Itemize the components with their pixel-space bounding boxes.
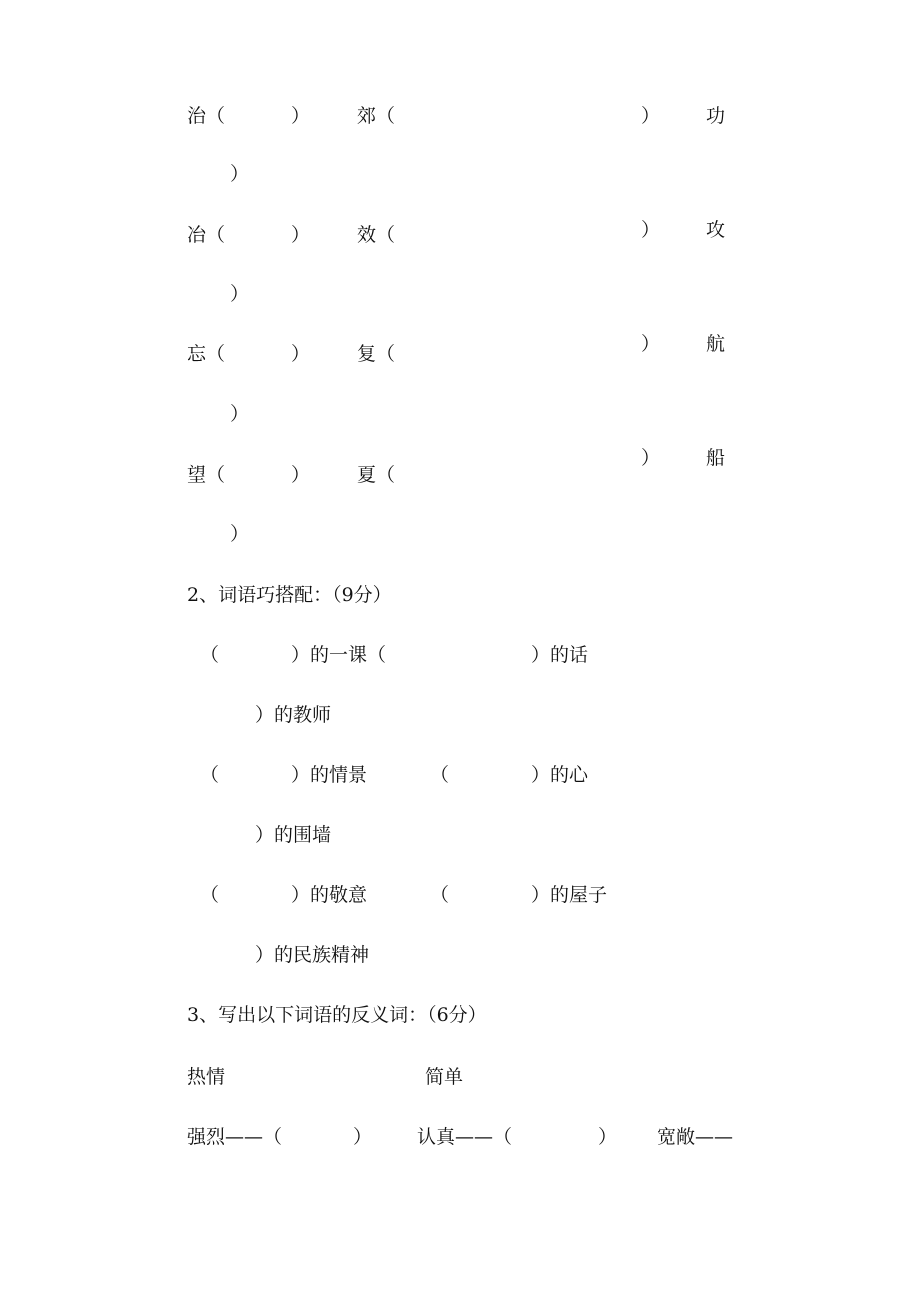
blank-open: （ — [200, 644, 220, 666]
phrase-minzu: ）的民族精神 — [255, 944, 370, 966]
blank-close: ） — [291, 343, 311, 365]
blank-close: ） — [230, 283, 250, 305]
phrase-qingjing: ）的情景 — [291, 764, 368, 786]
blank-close: ） — [230, 403, 250, 425]
char-hang: 航 — [706, 333, 726, 355]
blank-close: ） — [641, 333, 661, 355]
blank-open: （ — [430, 884, 450, 906]
word-jiandan: 简单 — [425, 1066, 464, 1088]
word-qianglie: 强烈——（ — [187, 1126, 283, 1148]
char-gong: 功 — [706, 105, 726, 127]
blank-close: ） — [291, 224, 311, 246]
phrase-weiqiang: ）的围墙 — [255, 824, 332, 846]
char-gong2: 攻 — [706, 219, 726, 241]
blank-close: ） — [291, 464, 311, 486]
blank-close: ） — [353, 1126, 373, 1148]
char-zhi-blank: 治（ — [187, 105, 226, 127]
char-xiao-blank: 效（ — [357, 224, 396, 246]
phrase-wuzi: ）的屋子 — [531, 884, 608, 906]
blank-close: ） — [641, 105, 661, 127]
char-xia-blank: 夏（ — [357, 464, 396, 486]
char-ye-blank: 冶（ — [187, 224, 226, 246]
char-jiao-blank: 郊（ — [357, 105, 396, 127]
char-fu-blank: 复（ — [357, 343, 396, 365]
char-chuan: 船 — [706, 447, 726, 469]
blank-close: ） — [291, 105, 311, 127]
phrase-jingyi: ）的敬意 — [291, 884, 368, 906]
blank-close: ） — [230, 163, 250, 185]
word-reqing: 热情 — [187, 1066, 226, 1088]
char-wang2-blank: 望（ — [187, 464, 226, 486]
word-renzhen: 认真——（ — [417, 1126, 513, 1148]
section2-heading: 2、词语巧搭配：（9分） — [187, 584, 392, 606]
blank-open: （ — [200, 884, 220, 906]
section3-heading: 3、写出以下词语的反义词：（6分） — [187, 1004, 487, 1026]
blank-close: ） — [598, 1126, 618, 1148]
phrase-yike: ）的一课（ — [291, 644, 387, 666]
phrase-jiaoshi: ）的教师 — [255, 704, 332, 726]
blank-open: （ — [200, 764, 220, 786]
blank-open: （ — [430, 764, 450, 786]
blank-close: ） — [641, 447, 661, 469]
blank-close: ） — [230, 523, 250, 545]
phrase-dehua: ）的话 — [531, 644, 589, 666]
word-kuanchang: 宽敞—— — [657, 1126, 734, 1148]
blank-close: ） — [641, 219, 661, 241]
phrase-dexin: ）的心 — [531, 764, 589, 786]
char-wang-blank: 忘（ — [187, 343, 226, 365]
